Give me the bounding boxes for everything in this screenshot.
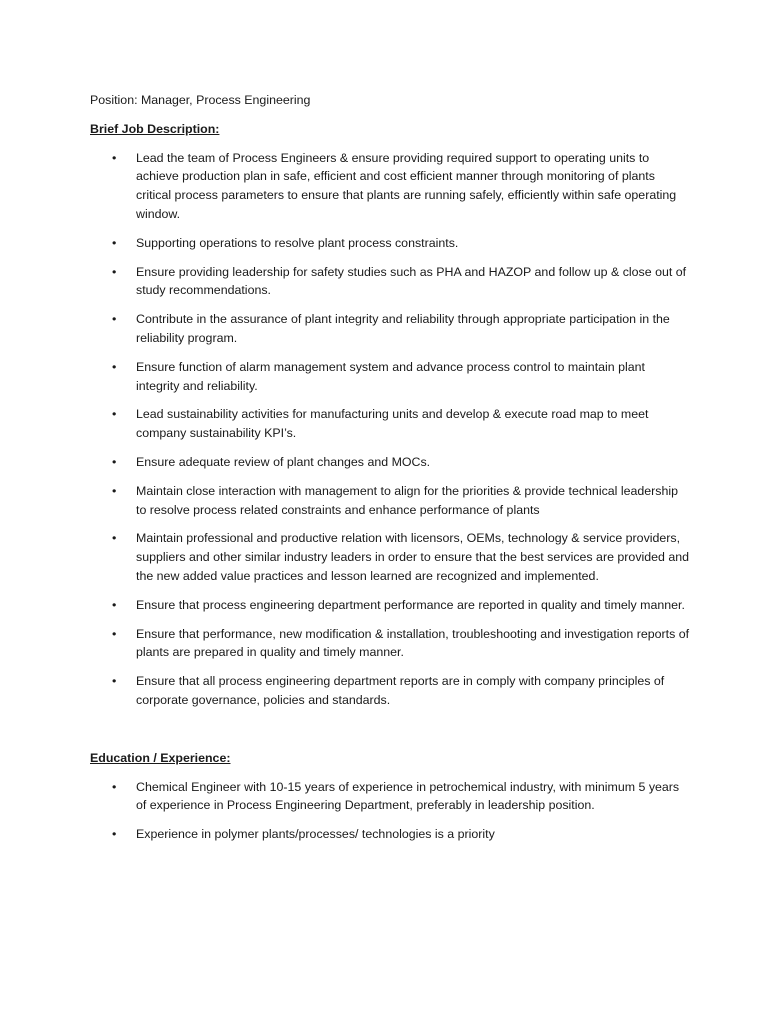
bullet-icon: • bbox=[112, 359, 117, 374]
bullet-icon: • bbox=[112, 597, 117, 612]
bullet-icon: • bbox=[112, 264, 117, 279]
bullet-icon: • bbox=[112, 779, 117, 794]
bullet-icon: • bbox=[112, 827, 117, 842]
list-item bbox=[90, 234, 690, 253]
list-item bbox=[90, 625, 690, 663]
list-item-text: Ensure that performance, new modification & installation, troubleshooting and investigation reports of plants are prepared in quality and timely manner. bbox=[136, 626, 690, 660]
list-item bbox=[90, 263, 690, 301]
list-item bbox=[90, 310, 690, 348]
list-item-text: Maintain close interaction with management to align for the priorities & provide technical leadership to resolve process related constraints and enhance performance of plants bbox=[136, 483, 679, 517]
list-item-text: Ensure adequate review of plant changes and MOCs. bbox=[136, 454, 431, 469]
bullet-icon: • bbox=[112, 407, 117, 422]
list-item bbox=[90, 149, 690, 224]
education-list bbox=[90, 778, 690, 844]
list-item bbox=[90, 778, 690, 816]
section-spacer bbox=[90, 720, 690, 749]
bullet-icon: • bbox=[112, 626, 117, 641]
bullet-icon: • bbox=[112, 531, 117, 546]
bullet-icon: • bbox=[112, 483, 117, 498]
bullet-icon: • bbox=[112, 150, 117, 165]
list-item-text: Supporting operations to resolve plant process constraints. bbox=[136, 235, 459, 250]
bullet-icon: • bbox=[112, 454, 117, 469]
list-item bbox=[90, 405, 690, 443]
bullet-icon: • bbox=[112, 674, 117, 689]
list-item-text: Experience in polymer plants/processes/ technologies is a priority bbox=[136, 827, 495, 842]
position-title: Position: Manager, Process Engineering bbox=[90, 93, 311, 107]
list-item bbox=[90, 482, 690, 520]
list-item-text: Lead sustainability activities for manufacturing units and develop & execute road map to meet company sustainability KPI’s. bbox=[136, 407, 649, 441]
document-page bbox=[90, 91, 690, 854]
job-description-list bbox=[90, 149, 690, 710]
list-item bbox=[90, 825, 690, 844]
bullet-icon: • bbox=[112, 312, 117, 327]
list-item-text: Ensure that process engineering department performance are reported in quality and timely manner. bbox=[136, 597, 685, 612]
list-item-text: Contribute in the assurance of plant integrity and reliability through appropriate participation in the reliability program. bbox=[136, 312, 670, 345]
list-item-text: Ensure that all process engineering department reports are in comply with company principles of corporate governance, policies and standards. bbox=[136, 674, 665, 707]
list-item bbox=[90, 596, 690, 615]
list-item bbox=[90, 453, 690, 472]
job-description-heading: Brief Job Description: bbox=[90, 121, 220, 136]
list-item-text: Chemical Engineer with 10-15 years of experience in petrochemical industry, with minimum 5 years of experience in Process Engineering Department, preferably in leadership position. bbox=[136, 779, 680, 813]
list-item-text: Ensure function of alarm management system and advance process control to maintain plant integrity and reliability. bbox=[136, 359, 645, 393]
list-item bbox=[90, 358, 690, 396]
list-item bbox=[90, 529, 690, 585]
education-heading: Education / Experience: bbox=[90, 750, 231, 765]
list-item-text: Lead the team of Process Engineers & ensure providing required support to operating units to achieve production plan in safe, efficient and cost efficient manner through monitoring of plants critical process parameters to ensure that plants are running safely, efficiently within safe operating window. bbox=[136, 150, 677, 221]
list-item-text: Maintain professional and productive relation with licensors, OEMs, technology & service providers, suppliers and other similar industry leaders in order to ensure that the best services are provided and the new added value practices and lesson learned are recognized and implemented. bbox=[136, 531, 690, 583]
list-item-text: Ensure providing leadership for safety studies such as PHA and HAZOP and follow up & close out of study recommendations. bbox=[136, 264, 687, 298]
list-item bbox=[90, 672, 690, 710]
bullet-icon: • bbox=[112, 235, 117, 250]
